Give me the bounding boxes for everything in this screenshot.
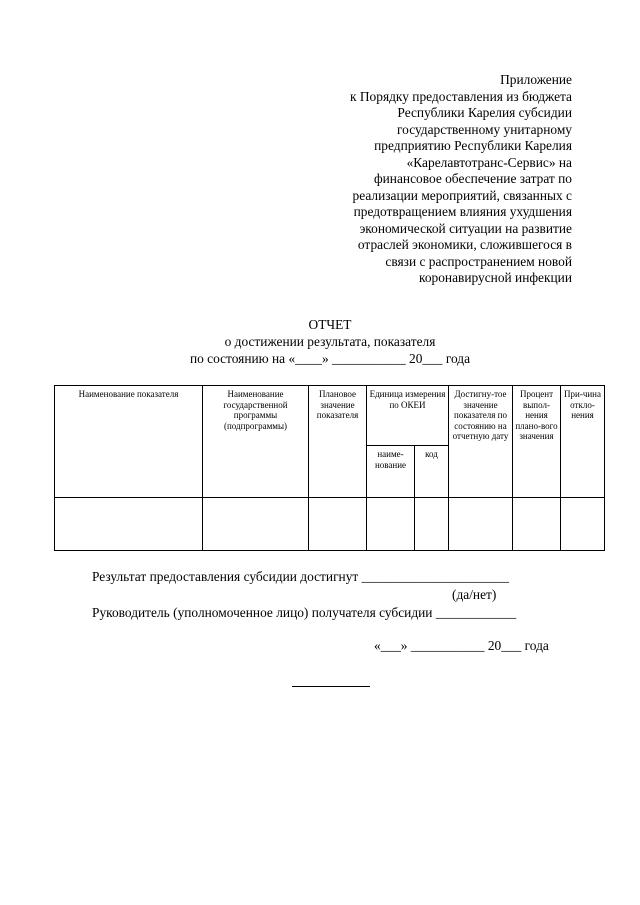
- appendix-line: финансовое обеспечение затрат по: [373, 171, 572, 186]
- table-cell: [55, 498, 203, 551]
- report-date-line: по состоянию на «____» ___________ 20___ года: [189, 351, 471, 366]
- appendix-line: реализации мероприятий, связанных с: [352, 187, 572, 203]
- indicator-table: [54, 385, 605, 551]
- header-program-name: Наименование государственной программы (подпрограммы): [203, 386, 309, 498]
- table-cell: [513, 498, 561, 551]
- appendix-line: государственному унитарному: [397, 121, 572, 137]
- table-cell: [203, 498, 309, 551]
- table-cell: [561, 498, 605, 551]
- header-unit-okei: Единица измерения по ОКЕИ: [367, 386, 449, 446]
- appendix-line: коронавирусной инфекции: [419, 270, 572, 285]
- report-heading: [80, 316, 580, 367]
- header-reason: При-чина откло-нения: [561, 386, 605, 498]
- footer-date-line: «___» ___________ 20___ года: [374, 638, 549, 653]
- header-achieved-value: Достигну-тое значение показателя по состоянию на отчетную дату: [449, 386, 513, 498]
- table-row: [55, 498, 605, 551]
- header-unit-name: наиме-нование: [367, 446, 415, 498]
- header-unit-code: код: [415, 446, 449, 498]
- report-subtitle: о достижении результата, показателя: [224, 334, 436, 349]
- appendix-line: экономической ситуации на развитие: [359, 220, 572, 236]
- table-cell: [449, 498, 513, 551]
- header-planned-value: Плановое значение показателя: [309, 386, 367, 498]
- appendix-line: предприятию Республики Карелия: [374, 138, 572, 153]
- header-percent: Процент выпол-нения плано-вого значения: [513, 386, 561, 498]
- appendix-line: предотвращением влияния ухудшения: [353, 204, 572, 219]
- appendix-block: [300, 72, 572, 287]
- appendix-line: связи с распространением новой: [385, 253, 572, 269]
- table-cell: [309, 498, 367, 551]
- appendix-line: «Карелавтотранс-Сервис» на: [406, 154, 572, 170]
- table-cell: [367, 498, 415, 551]
- yes-no-caption: (да/нет): [452, 587, 497, 602]
- result-line: Результат предоставления субсидии достигнут ______________________: [92, 569, 509, 584]
- appendix-line: к Порядку предоставления из бюджета: [350, 88, 572, 104]
- appendix-line: отраслей экономики, сложившегося в: [357, 237, 572, 252]
- appendix-line: Республики Карелия субсидии: [397, 105, 572, 120]
- header-indicator-name: Наименование показателя: [55, 386, 203, 498]
- table-cell: [415, 498, 449, 551]
- report-title: ОТЧЕТ: [308, 317, 352, 332]
- signature-divider: [292, 686, 370, 687]
- appendix-line: Приложение: [500, 72, 572, 87]
- head-signature-line: Руководитель (уполномоченное лицо) получателя субсидии ____________: [92, 605, 517, 620]
